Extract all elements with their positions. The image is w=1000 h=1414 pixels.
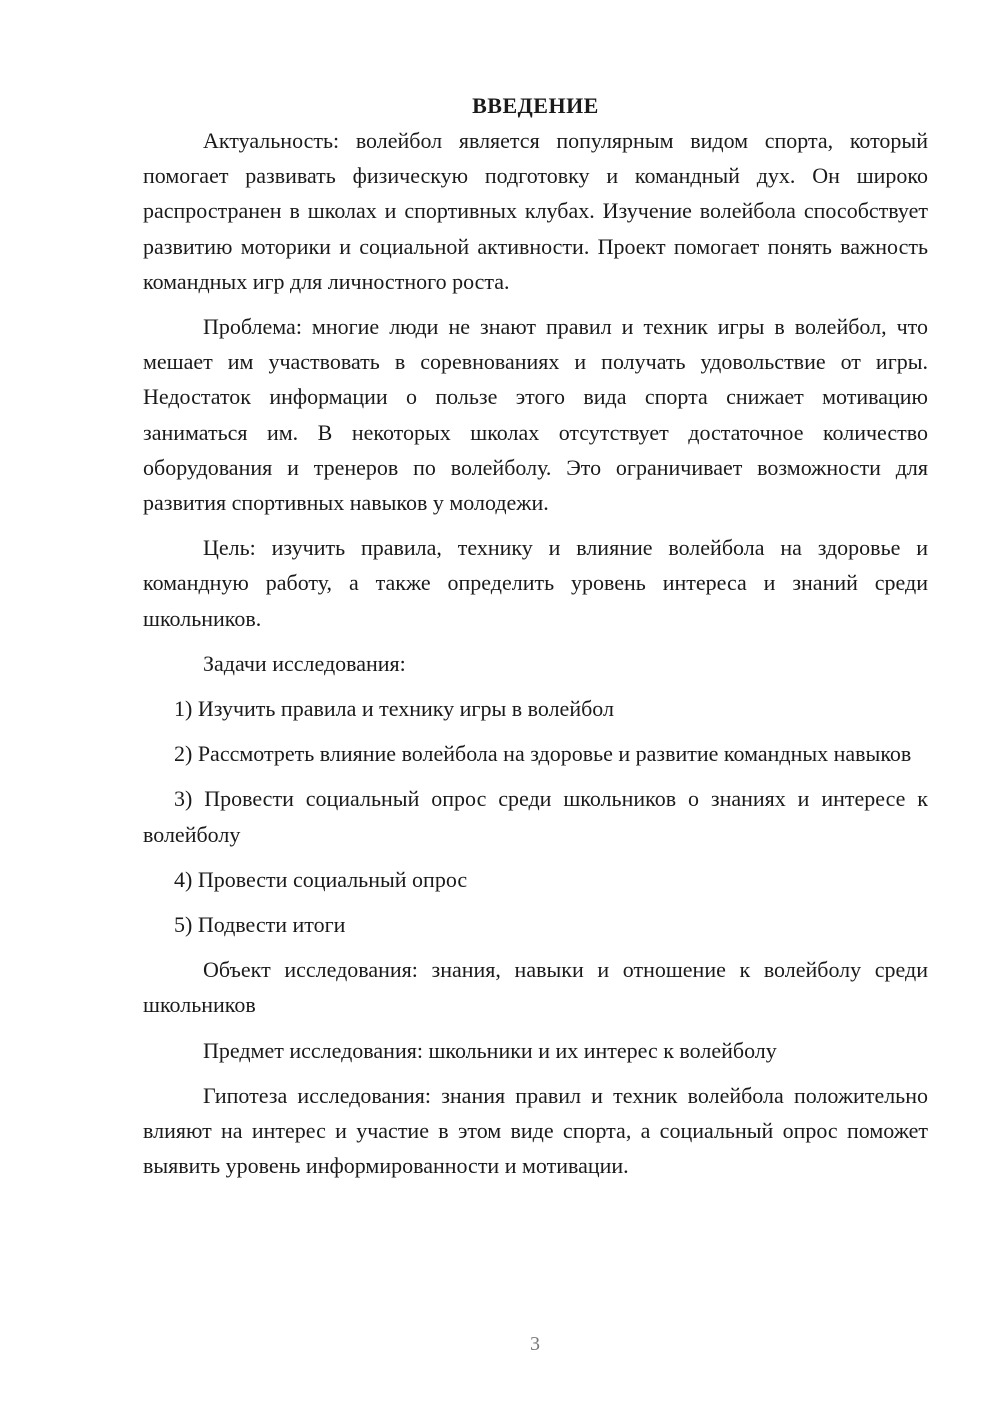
task-item-4: 4) Провести социальный опрос <box>174 866 468 892</box>
task-item-1: 1) Изучить правила и технику игры в волейбол <box>174 696 614 722</box>
problem-paragraph: Проблема: многие люди не знают правил и техник игры в волейбол, что мешает им участвовать в соревнованиях и получать удовольствие от игры. Недостаток информации о пользе этого вида спорта снижает мотивацию заниматься им. В некоторых школах отсутствует достаточное количество оборудования и тренеров по волейболу. Это ограничивает возможности для развития спортивных навыков у молодежи. <box>143 314 928 516</box>
task-item-2: 2) Рассмотреть влияние волейбола на здоровье и развитие командных навыков <box>174 741 912 767</box>
task-item-5: 5) Подвести итоги <box>174 912 346 938</box>
tasks-heading: Задачи исследования: <box>203 650 406 676</box>
document-page <box>143 88 928 1193</box>
goal-paragraph: Цель: изучить правила, технику и влияние волейбола на здоровье и командную работу, а также определить уровень интереса и знаний среди школьников. <box>143 535 928 631</box>
subject-paragraph: Предмет исследования: школьники и их интерес к волейболу <box>203 1037 777 1063</box>
hypothesis-paragraph: Гипотеза исследования: знания правил и техник волейбола положительно влияют на интерес и участие в этом виде спорта, а социальный опрос поможет выявить уровень информированности и мотивации. <box>143 1082 928 1179</box>
object-paragraph: Объект исследования: знания, навыки и отношение к волейболу среди школьников <box>143 957 928 1018</box>
relevance-paragraph: Актуальность: волейбол является популярным видом спорта, который помогает развивать физическую подготовку и командный дух. Он широко распространен в школах и спортивных клубах. Изучение волейбола способствует развитию моторики и социальной активности. Проект помогает понять важность командных игр для личностного роста. <box>143 128 928 294</box>
page-number: 3 <box>530 1333 540 1355</box>
page-title: ВВЕДЕНИЕ <box>472 93 599 118</box>
task-item-3: 3) Провести социальный опрос среди школьников о знаниях и интересе к волейболу <box>143 786 928 847</box>
